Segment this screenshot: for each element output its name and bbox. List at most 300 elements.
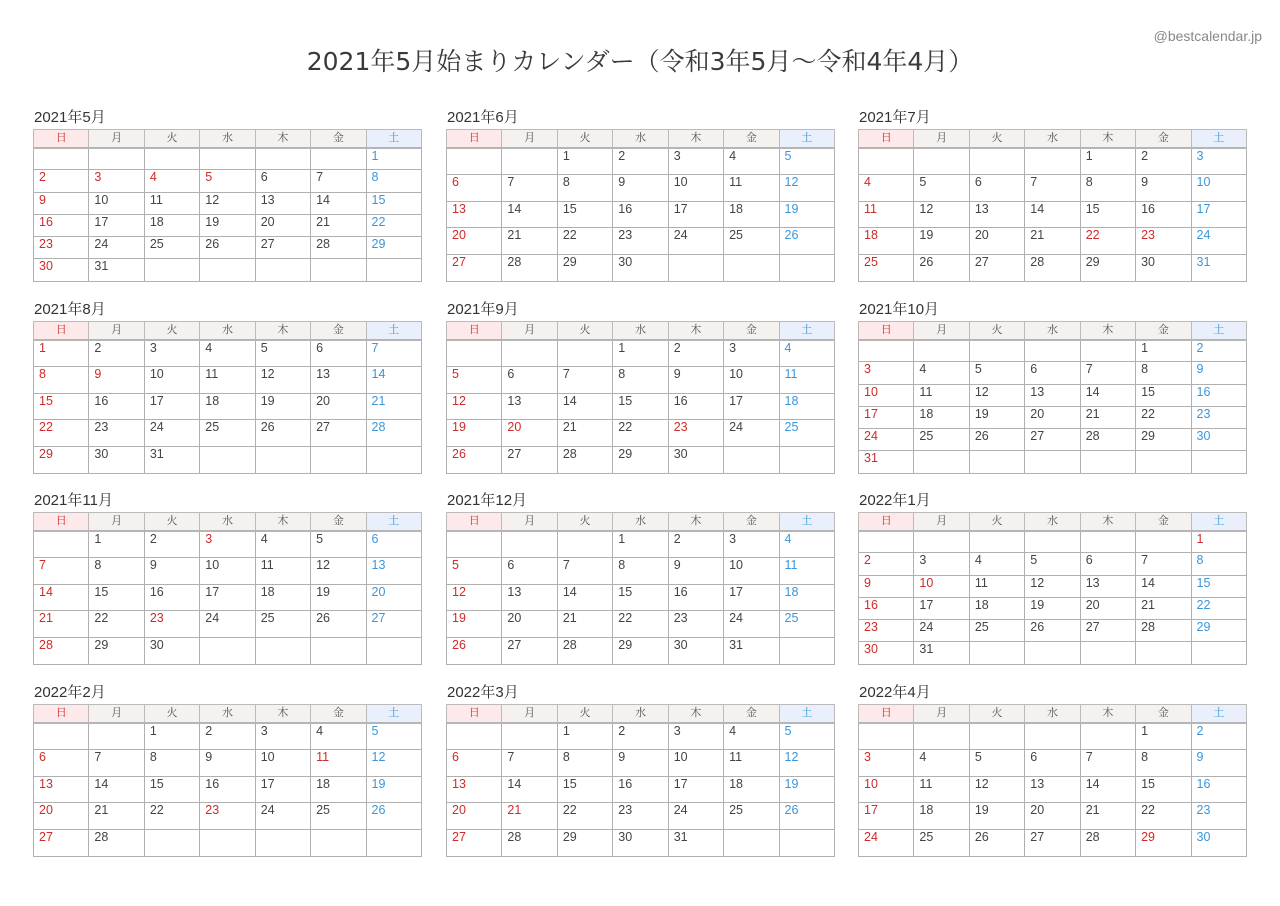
month-calendar (446, 682, 835, 857)
weekday-header: 日 (859, 513, 914, 531)
empty-cell (859, 531, 914, 553)
weekday-header: 日 (447, 130, 502, 148)
day-cell: 28 (311, 237, 366, 259)
week-row (34, 192, 422, 214)
day-cell: 2 (34, 170, 89, 192)
weekday-header: 土 (366, 130, 421, 148)
day-cell: 12 (969, 384, 1024, 406)
weekday-header: 日 (859, 130, 914, 148)
day-cell: 11 (779, 557, 834, 584)
day-cell: 12 (366, 749, 421, 776)
day-cell: 24 (255, 803, 310, 830)
day-cell: 13 (1025, 384, 1080, 406)
day-cell: 19 (969, 406, 1024, 428)
empty-cell (502, 340, 557, 367)
week-row (859, 406, 1247, 428)
day-cell: 10 (1191, 174, 1246, 201)
weekday-header: 火 (969, 130, 1024, 148)
weekday-header: 木 (668, 513, 723, 531)
month-title: 2022年3月 (447, 684, 519, 701)
day-cell: 6 (447, 174, 502, 201)
weekday-header: 火 (969, 322, 1024, 340)
day-cell: 17 (200, 584, 255, 611)
weekday-header: 土 (1191, 130, 1246, 148)
weekday-header: 金 (311, 130, 366, 148)
day-cell: 21 (1080, 406, 1135, 428)
day-cell: 24 (1191, 228, 1246, 255)
day-cell: 4 (914, 362, 969, 384)
day-cell: 10 (724, 557, 779, 584)
week-row (447, 366, 835, 393)
week-row (859, 642, 1247, 664)
day-cell: 19 (447, 611, 502, 638)
day-cell: 19 (779, 201, 834, 228)
empty-cell (447, 340, 502, 367)
day-cell: 28 (502, 830, 557, 857)
empty-cell (34, 531, 89, 558)
day-cell: 9 (34, 192, 89, 214)
empty-cell (557, 531, 612, 558)
day-cell: 1 (144, 723, 199, 750)
day-cell: 12 (779, 174, 834, 201)
day-cell: 9 (613, 749, 668, 776)
empty-cell (914, 148, 969, 175)
day-cell: 20 (447, 228, 502, 255)
weekday-header: 水 (613, 705, 668, 723)
day-cell: 6 (1025, 749, 1080, 776)
day-cell: 25 (311, 803, 366, 830)
week-row (447, 447, 835, 474)
day-cell: 20 (1025, 406, 1080, 428)
day-cell: 2 (1191, 723, 1246, 750)
month-table (858, 704, 1247, 857)
day-cell: 15 (366, 192, 421, 214)
day-cell: 28 (502, 255, 557, 282)
day-cell: 9 (613, 174, 668, 201)
month-table (33, 129, 422, 282)
day-cell: 7 (1136, 553, 1191, 575)
week-row (34, 170, 422, 192)
weekday-header: 木 (255, 705, 310, 723)
empty-cell (1025, 148, 1080, 175)
week-row (34, 366, 422, 393)
day-cell: 2 (89, 340, 144, 367)
week-row (34, 340, 422, 367)
day-cell: 21 (311, 214, 366, 236)
day-cell: 13 (1080, 575, 1135, 597)
month-table (446, 321, 835, 474)
day-cell: 10 (255, 749, 310, 776)
weekday-header: 水 (613, 513, 668, 531)
day-cell: 27 (255, 237, 310, 259)
month-table (33, 512, 422, 665)
weekday-header: 月 (914, 513, 969, 531)
day-cell: 28 (557, 447, 612, 474)
weekday-header: 金 (724, 322, 779, 340)
day-cell: 12 (255, 366, 310, 393)
day-cell: 14 (557, 584, 612, 611)
day-cell: 23 (144, 611, 199, 638)
day-cell: 1 (613, 531, 668, 558)
day-cell: 29 (1080, 255, 1135, 282)
month-title: 2022年1月 (859, 492, 931, 509)
weekday-header-row (447, 513, 835, 531)
day-cell: 17 (668, 776, 723, 803)
day-cell: 5 (969, 362, 1024, 384)
day-cell: 11 (255, 557, 310, 584)
week-row (859, 749, 1247, 776)
week-row (34, 749, 422, 776)
empty-cell (1080, 451, 1135, 473)
day-cell: 15 (1191, 575, 1246, 597)
day-cell: 23 (1191, 406, 1246, 428)
weekday-header: 金 (311, 513, 366, 531)
day-cell: 30 (613, 830, 668, 857)
week-row (447, 201, 835, 228)
day-cell: 4 (859, 174, 914, 201)
day-cell: 29 (613, 638, 668, 665)
day-cell: 25 (779, 420, 834, 447)
day-cell: 4 (724, 148, 779, 175)
month-title: 2021年12月 (447, 492, 528, 509)
week-row (447, 340, 835, 367)
empty-cell (1025, 642, 1080, 664)
day-cell: 10 (724, 366, 779, 393)
empty-cell (1136, 642, 1191, 664)
day-cell: 2 (200, 723, 255, 750)
day-cell: 1 (34, 340, 89, 367)
day-cell: 7 (89, 749, 144, 776)
month-table (33, 704, 422, 857)
day-cell: 24 (200, 611, 255, 638)
day-cell: 21 (502, 803, 557, 830)
day-cell: 14 (34, 584, 89, 611)
site-credit: @bestcalendar.jp (1153, 28, 1262, 44)
weekday-header: 火 (144, 705, 199, 723)
day-cell: 31 (724, 638, 779, 665)
day-cell: 12 (447, 584, 502, 611)
day-cell: 30 (613, 255, 668, 282)
week-row (859, 723, 1247, 750)
month-table (858, 512, 1247, 665)
page-title: 2021年5月始まりカレンダー（令和3年5月〜令和4年4月） (306, 47, 974, 76)
day-cell: 4 (311, 723, 366, 750)
day-cell: 10 (144, 366, 199, 393)
day-cell: 3 (859, 749, 914, 776)
day-cell: 20 (502, 420, 557, 447)
empty-cell (200, 447, 255, 474)
day-cell: 8 (89, 557, 144, 584)
day-cell: 1 (89, 531, 144, 558)
day-cell: 17 (668, 201, 723, 228)
day-cell: 6 (969, 174, 1024, 201)
weekday-header: 金 (1136, 130, 1191, 148)
day-cell: 20 (1080, 597, 1135, 619)
empty-cell (1025, 531, 1080, 553)
day-cell: 20 (255, 214, 310, 236)
day-cell: 7 (1080, 362, 1135, 384)
day-cell: 12 (969, 776, 1024, 803)
weekday-header: 火 (557, 705, 612, 723)
day-cell: 28 (1080, 429, 1135, 451)
weekday-header: 木 (668, 130, 723, 148)
day-cell: 9 (1136, 174, 1191, 201)
day-cell: 22 (34, 420, 89, 447)
month-calendar (446, 299, 835, 474)
day-cell: 29 (613, 447, 668, 474)
weekday-header: 火 (144, 513, 199, 531)
empty-cell (1080, 340, 1135, 362)
weekday-header: 水 (200, 705, 255, 723)
day-cell: 23 (668, 611, 723, 638)
day-cell: 2 (613, 723, 668, 750)
weekday-header: 土 (779, 322, 834, 340)
day-cell: 6 (34, 749, 89, 776)
day-cell: 27 (447, 830, 502, 857)
day-cell: 14 (557, 393, 612, 420)
empty-cell (311, 830, 366, 857)
day-cell: 3 (668, 148, 723, 175)
day-cell: 11 (779, 366, 834, 393)
weekday-header-row (34, 322, 422, 340)
day-cell: 30 (1191, 429, 1246, 451)
weekday-header: 日 (447, 322, 502, 340)
day-cell: 27 (366, 611, 421, 638)
day-cell: 3 (859, 362, 914, 384)
day-cell: 24 (724, 611, 779, 638)
week-row (34, 148, 422, 170)
week-row (447, 803, 835, 830)
day-cell: 1 (1080, 148, 1135, 175)
month-calendar (33, 299, 422, 474)
empty-cell (1191, 451, 1246, 473)
empty-cell (914, 723, 969, 750)
week-row (34, 447, 422, 474)
empty-cell (969, 642, 1024, 664)
weekday-header: 木 (255, 513, 310, 531)
empty-cell (1080, 723, 1135, 750)
day-cell: 22 (89, 611, 144, 638)
day-cell: 18 (914, 803, 969, 830)
weekday-header-row (859, 322, 1247, 340)
day-cell: 31 (144, 447, 199, 474)
week-row (859, 340, 1247, 362)
weekday-header: 日 (859, 322, 914, 340)
day-cell: 23 (613, 228, 668, 255)
day-cell: 29 (1136, 830, 1191, 857)
day-cell: 4 (144, 170, 199, 192)
weekday-header-row (859, 513, 1247, 531)
month-table (858, 321, 1247, 474)
day-cell: 31 (1191, 255, 1246, 282)
day-cell: 22 (366, 214, 421, 236)
weekday-header: 金 (311, 322, 366, 340)
day-cell: 13 (447, 201, 502, 228)
day-cell: 28 (1080, 830, 1135, 857)
day-cell: 9 (144, 557, 199, 584)
day-cell: 7 (1025, 174, 1080, 201)
empty-cell (914, 531, 969, 553)
weekday-header: 木 (1080, 130, 1135, 148)
day-cell: 16 (859, 597, 914, 619)
day-cell: 14 (502, 201, 557, 228)
day-cell: 5 (447, 366, 502, 393)
day-cell: 18 (144, 214, 199, 236)
day-cell: 13 (255, 192, 310, 214)
empty-cell (366, 259, 421, 281)
day-cell: 22 (557, 803, 612, 830)
day-cell: 18 (255, 584, 310, 611)
week-row (859, 553, 1247, 575)
day-cell: 27 (447, 255, 502, 282)
empty-cell (914, 451, 969, 473)
day-cell: 26 (969, 429, 1024, 451)
day-cell: 17 (724, 584, 779, 611)
day-cell: 18 (311, 776, 366, 803)
weekday-header: 木 (1080, 322, 1135, 340)
day-cell: 24 (89, 237, 144, 259)
day-cell: 14 (311, 192, 366, 214)
day-cell: 19 (447, 420, 502, 447)
day-cell: 26 (311, 611, 366, 638)
empty-cell (779, 447, 834, 474)
week-row (447, 148, 835, 175)
empty-cell (668, 255, 723, 282)
empty-cell (859, 723, 914, 750)
day-cell: 11 (144, 192, 199, 214)
weekday-header-row (447, 322, 835, 340)
day-cell: 18 (200, 393, 255, 420)
week-row (859, 174, 1247, 201)
month-table (33, 321, 422, 474)
day-cell: 10 (200, 557, 255, 584)
month-title: 2021年5月 (34, 109, 106, 126)
day-cell: 9 (668, 557, 723, 584)
weekday-header-row (447, 705, 835, 723)
day-cell: 13 (1025, 776, 1080, 803)
day-cell: 2 (613, 148, 668, 175)
month-title: 2022年2月 (34, 684, 106, 701)
weekday-header-row (859, 130, 1247, 148)
weekday-header: 月 (914, 705, 969, 723)
day-cell: 6 (502, 366, 557, 393)
day-cell: 29 (1191, 620, 1246, 642)
week-row (859, 384, 1247, 406)
day-cell: 23 (613, 803, 668, 830)
day-cell: 24 (859, 830, 914, 857)
empty-cell (34, 148, 89, 170)
day-cell: 14 (366, 366, 421, 393)
day-cell: 4 (200, 340, 255, 367)
weekday-header: 火 (969, 705, 1024, 723)
day-cell: 19 (366, 776, 421, 803)
day-cell: 18 (779, 584, 834, 611)
week-row (859, 451, 1247, 473)
day-cell: 12 (914, 201, 969, 228)
day-cell: 1 (1136, 340, 1191, 362)
day-cell: 5 (255, 340, 310, 367)
empty-cell (724, 255, 779, 282)
empty-cell (1025, 723, 1080, 750)
day-cell: 28 (557, 638, 612, 665)
day-cell: 7 (34, 557, 89, 584)
day-cell: 29 (89, 638, 144, 665)
empty-cell (255, 830, 310, 857)
weekday-header: 火 (557, 130, 612, 148)
day-cell: 9 (1191, 749, 1246, 776)
day-cell: 8 (1136, 749, 1191, 776)
day-cell: 2 (1191, 340, 1246, 362)
day-cell: 27 (1080, 620, 1135, 642)
weekday-header: 日 (34, 130, 89, 148)
day-cell: 21 (34, 611, 89, 638)
day-cell: 23 (859, 620, 914, 642)
weekday-header: 木 (255, 322, 310, 340)
day-cell: 30 (1136, 255, 1191, 282)
day-cell: 7 (502, 174, 557, 201)
month-title: 2021年8月 (34, 301, 106, 318)
week-row (447, 723, 835, 750)
day-cell: 29 (557, 830, 612, 857)
day-cell: 8 (557, 749, 612, 776)
weekday-header-row (34, 130, 422, 148)
day-cell: 30 (89, 447, 144, 474)
day-cell: 6 (366, 531, 421, 558)
day-cell: 31 (859, 451, 914, 473)
empty-cell (1080, 642, 1135, 664)
day-cell: 1 (557, 723, 612, 750)
day-cell: 15 (1080, 201, 1135, 228)
day-cell: 21 (366, 393, 421, 420)
day-cell: 19 (779, 776, 834, 803)
weekday-header: 金 (724, 130, 779, 148)
month-table (446, 512, 835, 665)
day-cell: 9 (668, 366, 723, 393)
day-cell: 26 (779, 803, 834, 830)
day-cell: 16 (200, 776, 255, 803)
month-calendar (858, 299, 1247, 474)
week-row (447, 611, 835, 638)
day-cell: 17 (724, 393, 779, 420)
day-cell: 7 (557, 366, 612, 393)
month-calendar (33, 682, 422, 857)
day-cell: 2 (144, 531, 199, 558)
weekday-header: 水 (1025, 705, 1080, 723)
day-cell: 23 (34, 237, 89, 259)
day-cell: 9 (200, 749, 255, 776)
month-title: 2021年7月 (859, 109, 931, 126)
day-cell: 17 (144, 393, 199, 420)
month-calendar (858, 107, 1247, 282)
day-cell: 25 (255, 611, 310, 638)
weekday-header: 金 (1136, 513, 1191, 531)
empty-cell (311, 638, 366, 665)
weekday-header: 水 (200, 130, 255, 148)
day-cell: 26 (366, 803, 421, 830)
week-row (859, 776, 1247, 803)
empty-cell (89, 723, 144, 750)
day-cell: 15 (557, 201, 612, 228)
day-cell: 20 (311, 393, 366, 420)
day-cell: 15 (1136, 384, 1191, 406)
day-cell: 30 (859, 642, 914, 664)
day-cell: 25 (969, 620, 1024, 642)
day-cell: 23 (89, 420, 144, 447)
day-cell: 22 (1191, 597, 1246, 619)
day-cell: 27 (311, 420, 366, 447)
day-cell: 7 (557, 557, 612, 584)
day-cell: 3 (724, 531, 779, 558)
